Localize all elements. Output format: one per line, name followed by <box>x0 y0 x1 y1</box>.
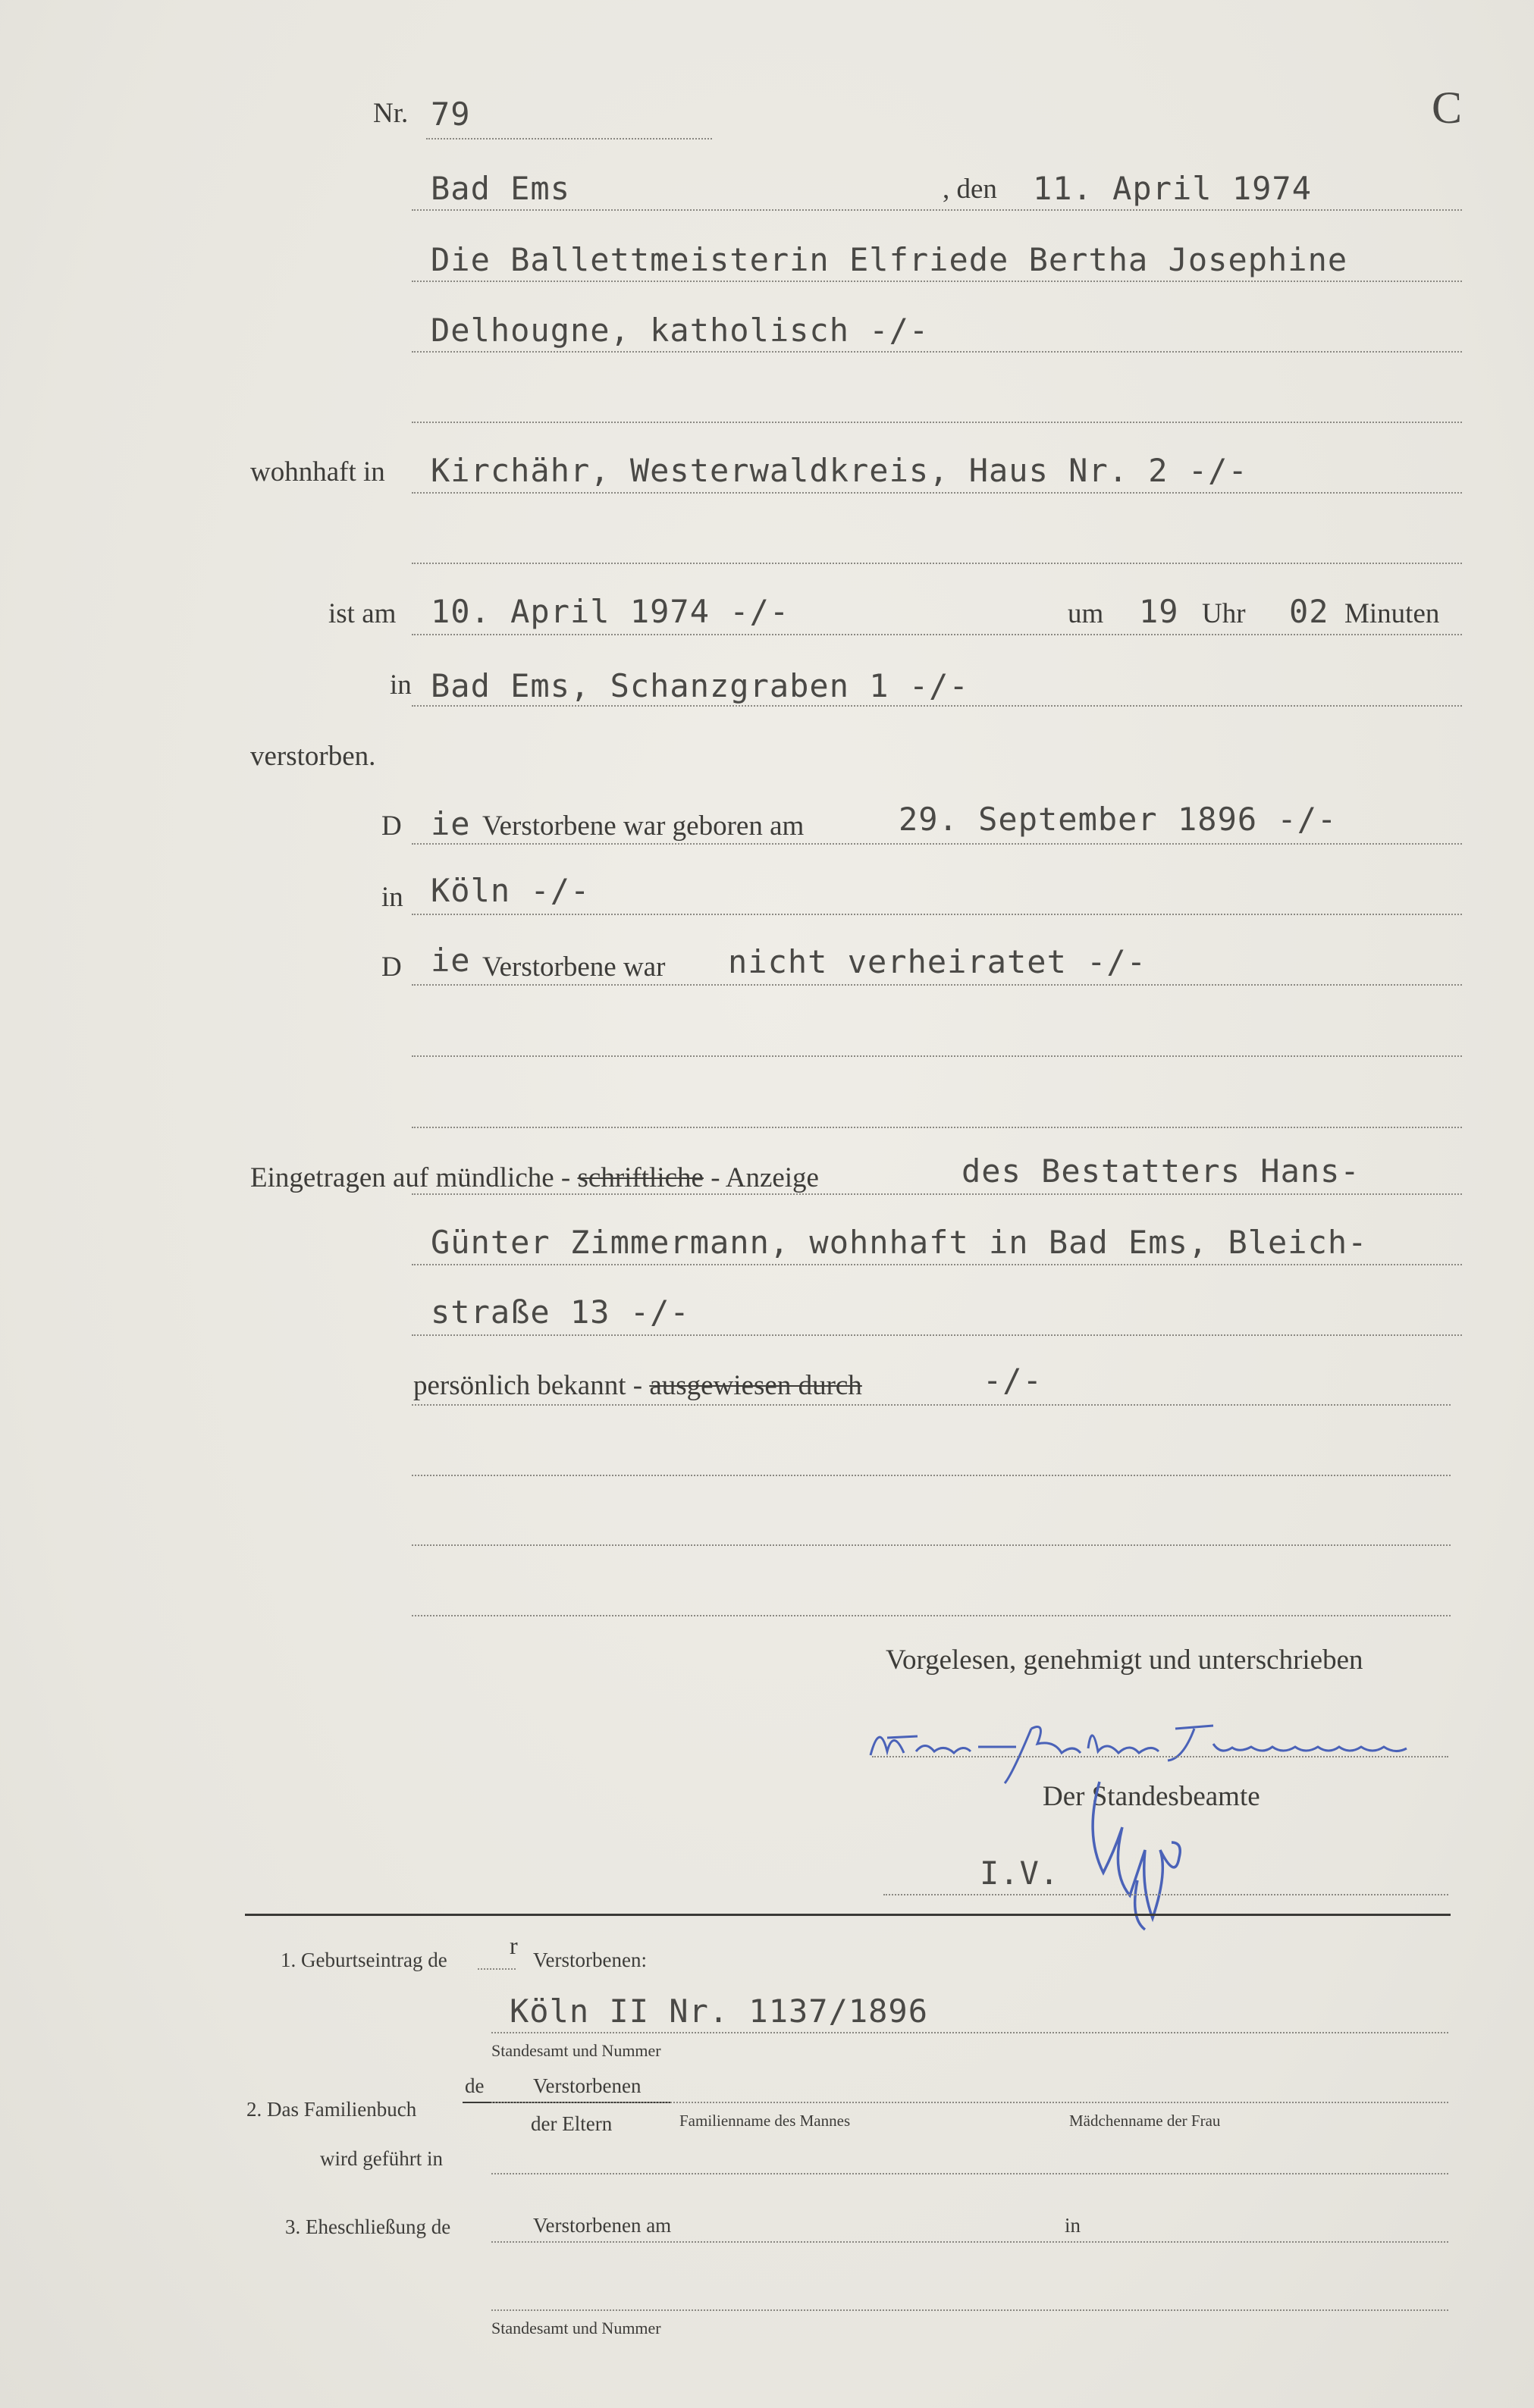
item3-mid: Verstorbenen am <box>533 2214 672 2237</box>
blank-line-5 <box>412 1475 1451 1476</box>
caption-standesamt: Standesamt und Nummer <box>491 2041 661 2060</box>
known-struck: ausgewiesen durch <box>649 1370 862 1401</box>
blank-line-7 <box>412 1615 1451 1616</box>
registration-label <box>250 1162 819 1194</box>
place-date-line <box>412 209 1462 211</box>
item1-value: Köln II Nr. 1137/1896 <box>510 1993 929 2030</box>
death-place: Bad Ems, Schanzgraben 1 -/- <box>431 667 969 704</box>
item2-eltern: der Eltern <box>531 2112 613 2135</box>
minuten-label: Minuten <box>1344 598 1440 629</box>
item2-label: 2. Das Familienbuch <box>246 2098 417 2121</box>
registration-label-part2: - Anzeige <box>711 1162 819 1193</box>
blank-line-1 <box>412 422 1462 423</box>
item3-rule-1 <box>491 2241 1448 2243</box>
blank-line-4 <box>412 1127 1462 1128</box>
residence-rule <box>412 492 1462 494</box>
read-approved-text: Vorgelesen, genehmigt und unterschrieben <box>886 1645 1363 1676</box>
death-in-label: in <box>390 669 412 701</box>
registrar-label: Der Standesbeamte <box>1043 1781 1260 1812</box>
registration-label-part1: Eingetragen auf mündliche - <box>250 1162 571 1193</box>
item3-in: in <box>1065 2214 1081 2237</box>
person-line-2: Delhougne, katholisch -/- <box>431 312 930 349</box>
footer-separator <box>245 1914 1451 1916</box>
den-label: , den <box>943 174 997 205</box>
item2-rule-2 <box>491 2173 1448 2174</box>
nr-line <box>426 138 712 140</box>
marital-d-prefix: D <box>381 952 402 983</box>
registration-rule-1 <box>412 1193 1462 1195</box>
registration-rule-2 <box>412 1264 1462 1265</box>
person-line-1: Die Ballettmeisterin Elfriede Bertha Josephine <box>431 241 1348 278</box>
iv-label: I.V. <box>980 1855 1060 1892</box>
birth-date-rule <box>412 843 1462 845</box>
registration-rule-3 <box>412 1334 1462 1336</box>
item2-wird: wird geführt in <box>320 2147 443 2170</box>
known-label-text: persönlich bekannt - <box>413 1370 643 1401</box>
item2-rule-1 <box>491 2102 1448 2103</box>
informant-signature-text <box>872 1691 880 1692</box>
registrar-rule <box>883 1894 1448 1895</box>
item1-superscript: r <box>510 1932 518 1959</box>
registration-label-struck: schriftliche <box>577 1162 704 1193</box>
um-label: um <box>1068 598 1104 629</box>
verstorben-label: verstorben. <box>250 741 376 772</box>
known-value: -/- <box>983 1362 1043 1399</box>
nr-value: 79 <box>431 96 471 133</box>
registration-line-2: Günter Zimmermann, wohnhaft in Bad Ems, Bleich- <box>431 1224 1368 1261</box>
known-rule <box>412 1404 1451 1406</box>
death-date-rule <box>412 634 1462 635</box>
blank-line-3 <box>412 1055 1462 1057</box>
item3-label: 3. Eheschließung de <box>285 2215 451 2238</box>
corner-letter: C <box>1432 83 1463 133</box>
uhr-label: Uhr <box>1202 598 1246 629</box>
caption-mann: Familienname des Mannes <box>679 2112 851 2130</box>
person-line-2-rule <box>412 351 1462 353</box>
birth-place-rule <box>412 914 1462 915</box>
birth-label: Verstorbene war geboren am <box>482 811 805 842</box>
birth-date: 29. September 1896 -/- <box>899 801 1338 838</box>
registration-line-3: straße 13 -/- <box>431 1293 690 1331</box>
item1-rule <box>491 2032 1448 2033</box>
death-minutes: 02 <box>1289 593 1329 630</box>
blank-line-2 <box>412 563 1462 564</box>
caption-standesamt-2: Standesamt und Nummer <box>491 2319 661 2337</box>
death-hour: 19 <box>1139 593 1179 630</box>
item2-verstorbenen: Verstorbenen <box>533 2074 642 2097</box>
ist-am-label: ist am <box>328 598 397 629</box>
residence-label: wohnhaft in <box>250 456 385 488</box>
residence-value: Kirchähr, Westerwaldkreis, Haus Nr. 2 -/- <box>431 452 1248 489</box>
marital-rule <box>412 984 1462 986</box>
date-value: 11. April 1974 <box>1033 170 1313 207</box>
marital-value: nicht verheiratet -/- <box>728 943 1147 980</box>
known-label <box>413 1369 862 1402</box>
person-line-1-rule <box>412 281 1462 282</box>
birth-place: Köln -/- <box>431 872 591 909</box>
item2-de: de <box>465 2074 485 2097</box>
birth-d-prefix: D <box>381 811 402 842</box>
item1-suffix-dots <box>478 1968 516 1970</box>
item3-rule-2 <box>491 2309 1448 2311</box>
caption-frau: Mädchenname der Frau <box>1069 2112 1221 2130</box>
marital-label: Verstorbene war <box>482 952 666 983</box>
birth-in-label: in <box>381 882 403 913</box>
blank-line-6 <box>412 1544 1451 1546</box>
birth-ie-suffix: ie <box>431 805 471 842</box>
item1-label: 1. Geburtseintrag de <box>281 1949 447 1971</box>
death-place-rule <box>412 705 1462 707</box>
registration-line-1: des Bestatters Hans- <box>961 1152 1360 1190</box>
item1-suffix: Verstorbenen: <box>533 1949 647 1971</box>
death-date: 10. April 1974 -/- <box>431 593 790 630</box>
informant-signature-rule <box>872 1756 1448 1757</box>
place-value: Bad Ems <box>431 170 571 207</box>
marital-ie-suffix: ie <box>431 942 471 979</box>
nr-label: Nr. <box>373 98 409 129</box>
